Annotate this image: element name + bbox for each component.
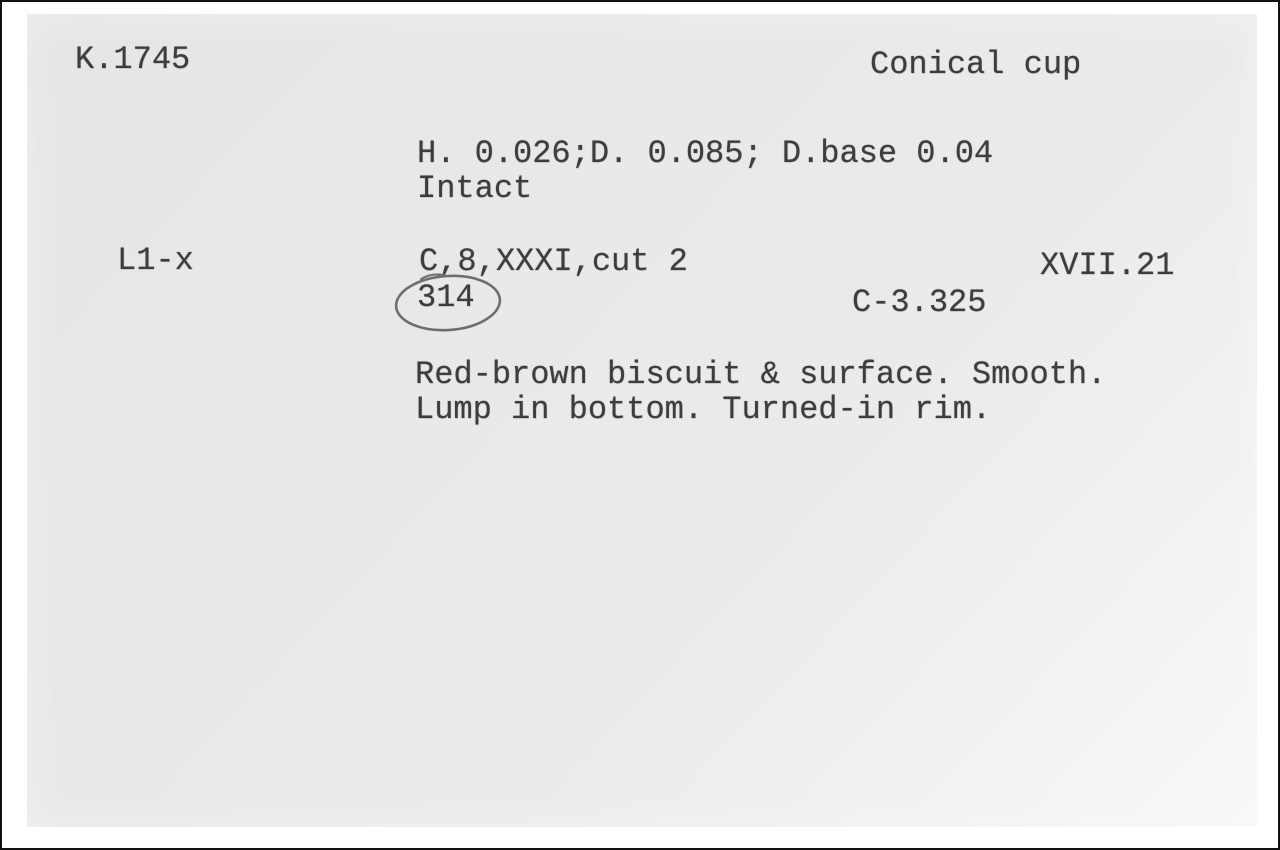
dimensions-line: H. 0.026;D. 0.085; D.base 0.04 xyxy=(417,135,994,172)
plate-reference: XVII.21 xyxy=(1040,247,1175,284)
catalog-number: K.1745 xyxy=(75,41,191,78)
scanner-margin xyxy=(2,2,1278,848)
condition-line: Intact xyxy=(417,170,533,207)
description-line-1: Red-brown biscuit & surface. Smooth. xyxy=(415,356,1107,393)
elevation-value: C-3.325 xyxy=(852,284,987,321)
object-name: Conical cup xyxy=(870,46,1082,83)
description-line-2: Lump in bottom. Turned-in rim. xyxy=(415,391,992,428)
catalog-card xyxy=(27,14,1257,827)
circled-number: 314 xyxy=(417,279,475,316)
findspot-label: L1-x xyxy=(117,242,194,279)
context-line: C,8,XXXI,cut 2 xyxy=(419,243,688,280)
